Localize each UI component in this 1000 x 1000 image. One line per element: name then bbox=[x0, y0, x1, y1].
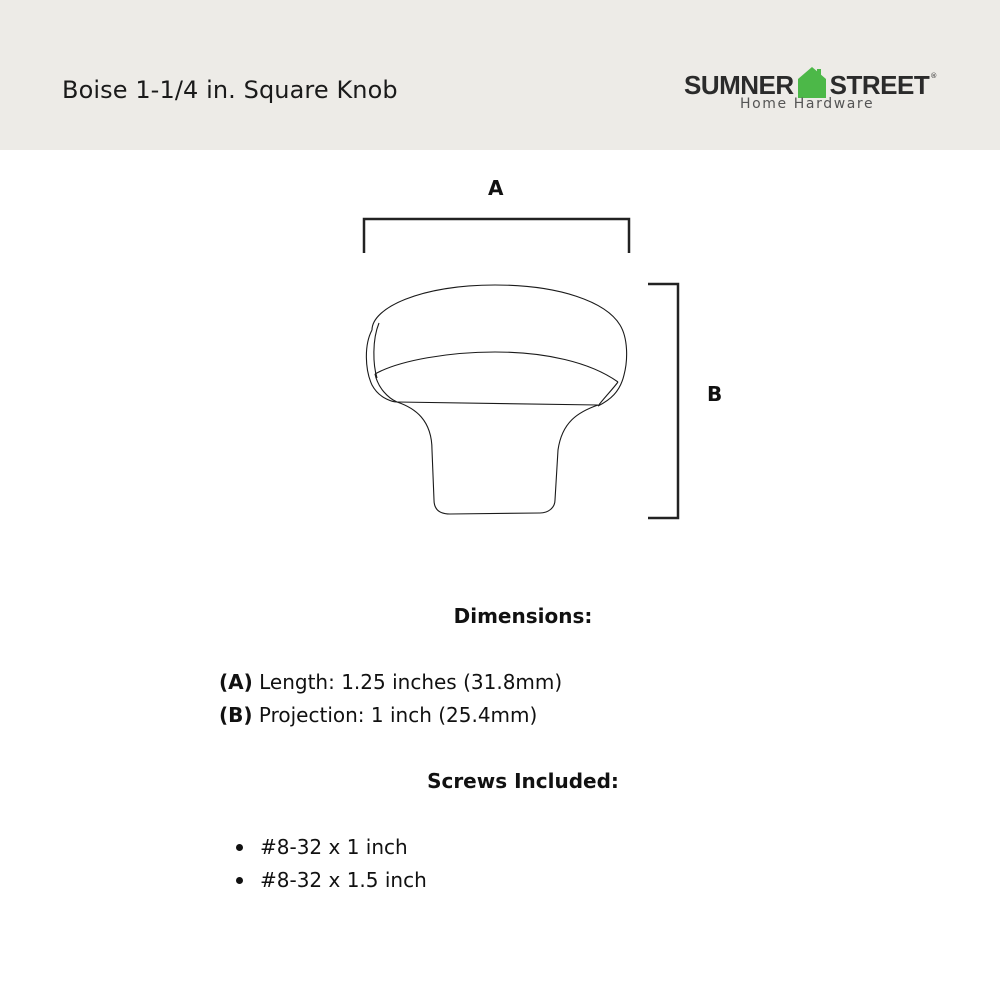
brand-logo bbox=[684, 62, 954, 117]
bullet-icon bbox=[236, 844, 243, 851]
dimension-projection-key: (B) bbox=[219, 703, 253, 727]
dimension-label-a: A bbox=[488, 176, 504, 200]
screw-item-text: #8-32 x 1.5 inch bbox=[260, 868, 427, 892]
dimension-length bbox=[219, 670, 562, 694]
header-band bbox=[0, 0, 1000, 150]
logo-subtitle: Home Hardware bbox=[740, 96, 875, 112]
dimension-projection-value: Projection: 1 inch (25.4mm) bbox=[252, 703, 538, 727]
dimension-projection bbox=[219, 703, 537, 727]
bracket-b bbox=[648, 284, 678, 518]
screw-item bbox=[236, 831, 427, 864]
dimension-length-key: (A) bbox=[219, 670, 253, 694]
bracket-a bbox=[364, 219, 629, 253]
dimension-length-value: Length: 1.25 inches (31.8mm) bbox=[252, 670, 563, 694]
knob-diagram bbox=[0, 150, 1000, 570]
knob-drawing bbox=[0, 150, 1000, 570]
screw-item bbox=[236, 864, 427, 897]
product-title: Boise 1-1/4 in. Square Knob bbox=[62, 76, 398, 104]
screws-list bbox=[236, 831, 427, 897]
screws-heading: Screws Included: bbox=[427, 769, 619, 793]
registered-mark: ® bbox=[930, 72, 938, 80]
screw-item-text: #8-32 x 1 inch bbox=[260, 835, 408, 859]
logo-wordmark bbox=[684, 62, 937, 98]
logo-word-street: STREET bbox=[829, 70, 930, 100]
dimension-label-b: B bbox=[707, 382, 723, 406]
bullet-icon bbox=[236, 877, 243, 884]
house-icon bbox=[797, 66, 827, 98]
knob-outline bbox=[366, 285, 626, 514]
dimensions-heading: Dimensions: bbox=[453, 604, 593, 628]
logo-word-sumner: SUMNER bbox=[684, 70, 794, 100]
